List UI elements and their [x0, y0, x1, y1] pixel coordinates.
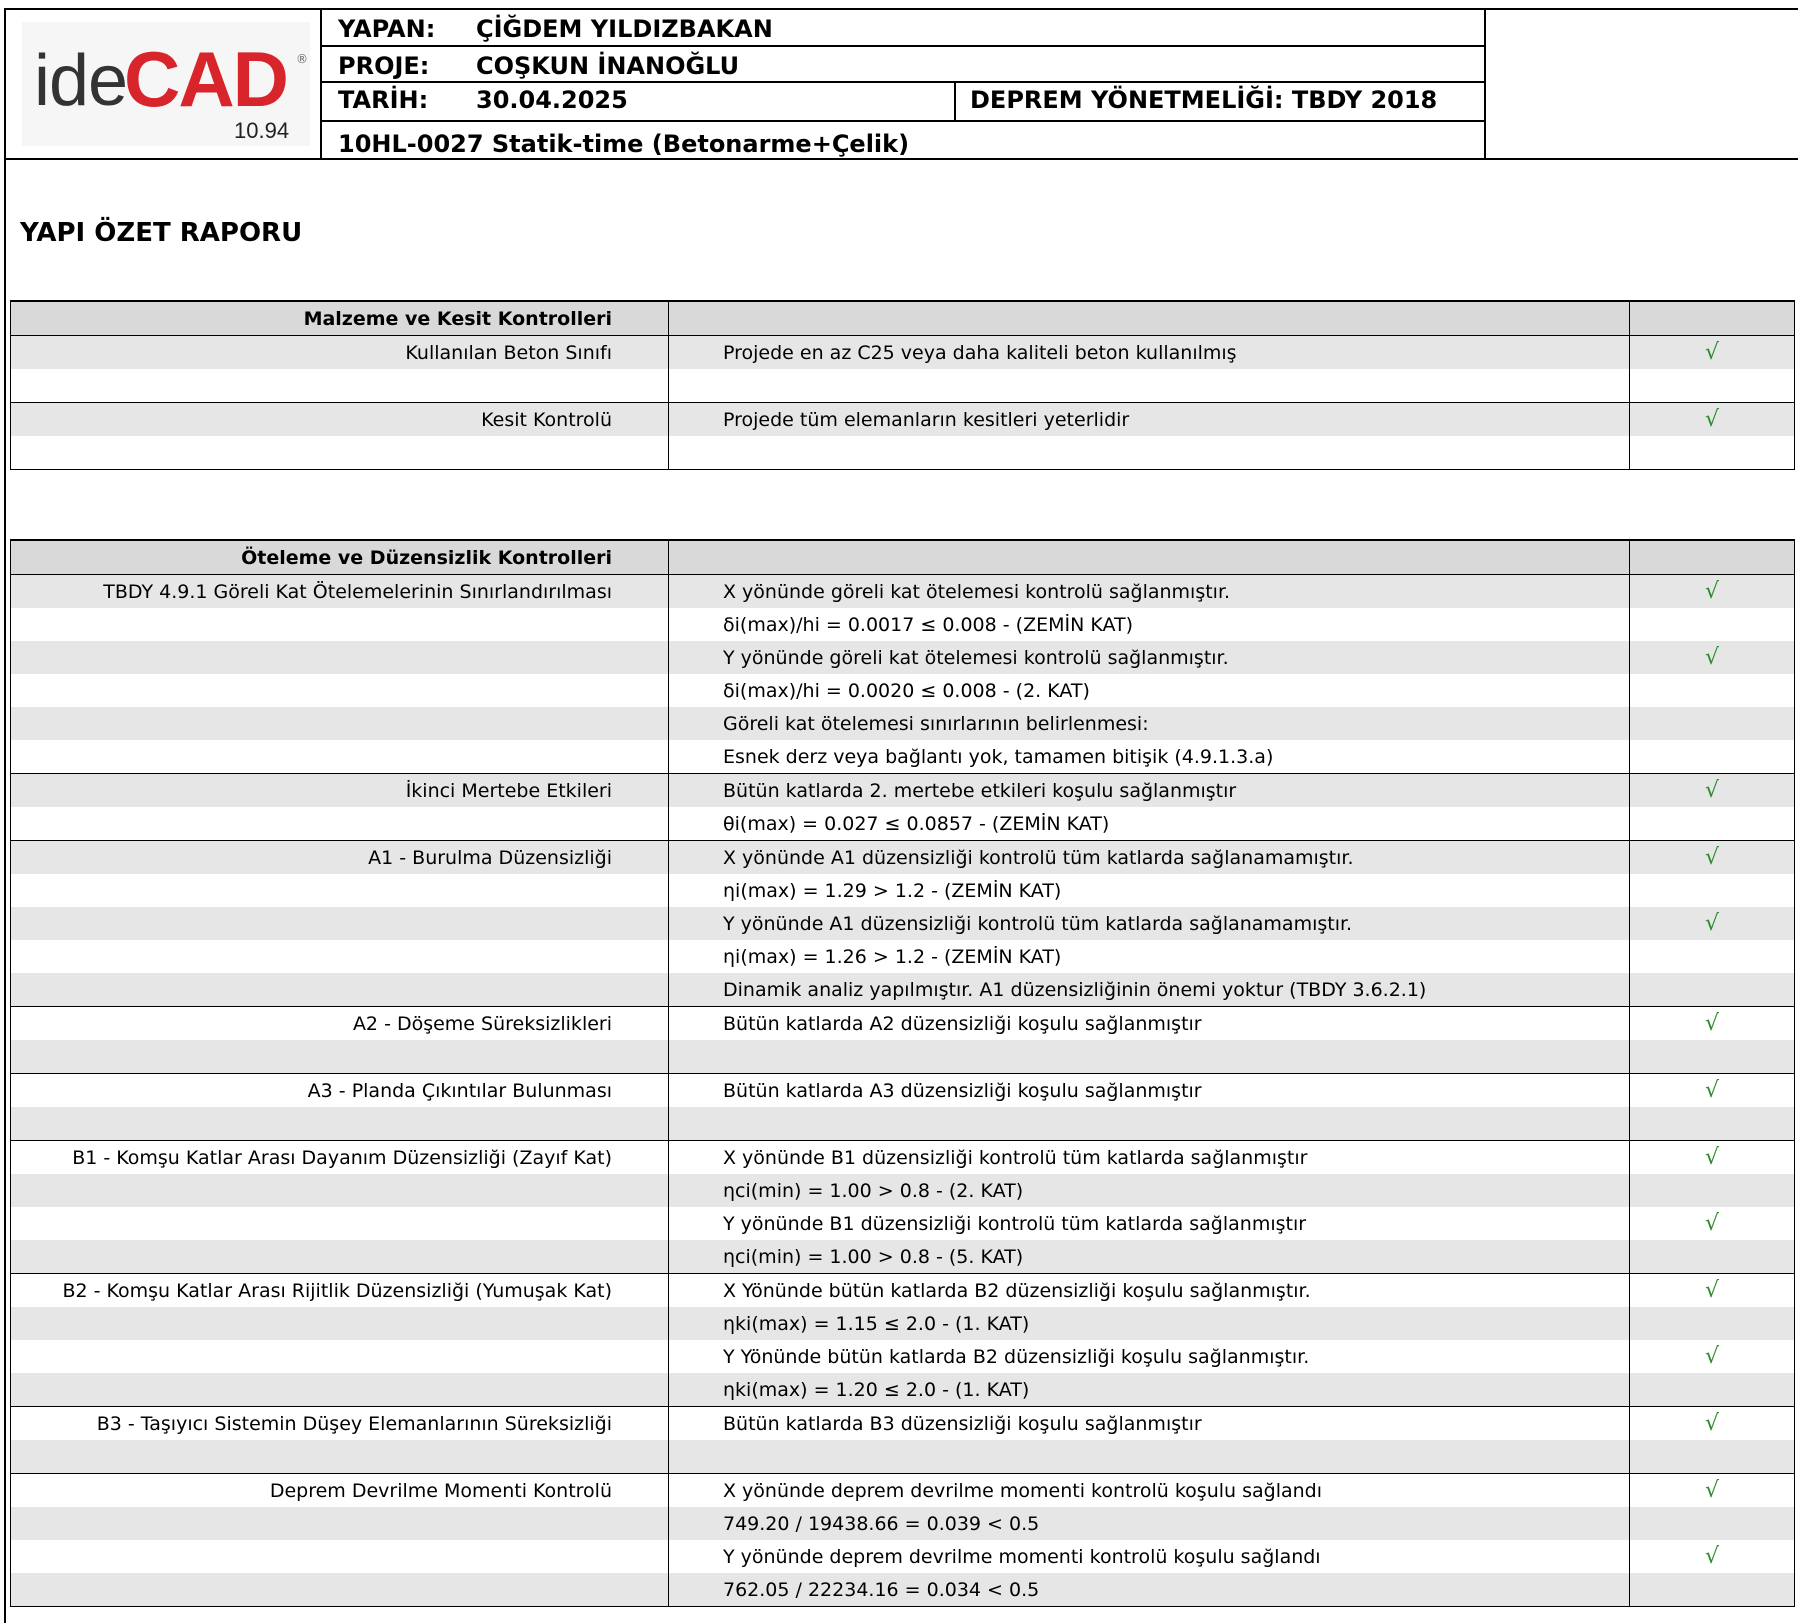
check-name: A2 - Döşeme Süreksizlikleri: [11, 1007, 669, 1041]
check-description: ηci(min) = 1.00 > 0.8 - (5. KAT): [669, 1240, 1630, 1274]
check-mark-icon: √: [1630, 1407, 1795, 1441]
divider: [322, 45, 1486, 47]
check-mark-icon: [1630, 674, 1795, 707]
table-row: [11, 907, 1795, 940]
check-mark-icon: √: [1630, 1007, 1795, 1041]
check-mark-icon: [1630, 874, 1795, 907]
section-header-row: [11, 301, 1795, 336]
table-row: [11, 940, 1795, 973]
yapan-label: YAPAN:: [338, 15, 436, 43]
check-name: [11, 608, 669, 641]
check-name: [11, 641, 669, 674]
table-row: [11, 1174, 1795, 1207]
check-description: Bütün katlarda B3 düzensizliği koşulu sağlanmıştır: [669, 1407, 1630, 1441]
project-subtitle: 10HL-0027 Statik-time (Betonarme+Çelik): [338, 130, 910, 158]
table-row: [11, 1040, 1795, 1074]
check-description: [669, 436, 1630, 470]
check-mark-icon: [1630, 1573, 1795, 1607]
check-name: [11, 907, 669, 940]
check-mark-icon: [1630, 1440, 1795, 1474]
check-name: [11, 940, 669, 973]
check-mark-icon: [1630, 1307, 1795, 1340]
table-row: [11, 807, 1795, 841]
check-mark-icon: √: [1630, 1274, 1795, 1308]
table-row: [11, 973, 1795, 1007]
check-description: Y Yönünde bütün katlarda B2 düzensizliği koşulu sağlanmıştır.: [669, 1340, 1630, 1373]
drift-irregularity-section-table: [10, 539, 1795, 1607]
check-mark-icon: [1630, 740, 1795, 774]
check-description: Esnek derz veya bağlantı yok, tamamen bitişik (4.9.1.3.a): [669, 740, 1630, 774]
check-description: δi(max)/hi = 0.0017 ≤ 0.008 - (ZEMİN KAT): [669, 608, 1630, 641]
check-description: Y yönünde B1 düzensizliği kontrolü tüm katlarda sağlanmıştır: [669, 1207, 1630, 1240]
table-row: [11, 1207, 1795, 1240]
check-description: X yönünde deprem devrilme momenti kontrolü koşulu sağlandı: [669, 1474, 1630, 1508]
check-mark-icon: √: [1630, 1540, 1795, 1573]
check-name: [11, 1207, 669, 1240]
regulation-label: DEPREM YÖNETMELİĞİ: TBDY 2018: [970, 86, 1438, 114]
table-row: [11, 740, 1795, 774]
check-mark-icon: [1630, 973, 1795, 1007]
table-row: [11, 336, 1795, 370]
check-name: B3 - Taşıyıcı Sistemin Düşey Elemanlarının Süreksizliği: [11, 1407, 669, 1441]
check-name: [11, 1340, 669, 1373]
check-description: [669, 1040, 1630, 1074]
check-name: [11, 436, 669, 470]
check-name: TBDY 4.9.1 Göreli Kat Ötelemelerinin Sınırlandırılması: [11, 575, 669, 609]
table-row: [11, 1540, 1795, 1573]
check-description: θi(max) = 0.027 ≤ 0.0857 - (ZEMİN KAT): [669, 807, 1630, 841]
tarih-value: 30.04.2025: [476, 86, 628, 114]
check-description: X yönünde A1 düzensizliği kontrolü tüm katlarda sağlanamamıştır.: [669, 841, 1630, 875]
check-description: X yönünde B1 düzensizliği kontrolü tüm katlarda sağlanmıştır: [669, 1141, 1630, 1175]
check-description: Y yönünde göreli kat ötelemesi kontrolü sağlanmıştır.: [669, 641, 1630, 674]
table-row: [11, 774, 1795, 808]
logo-text-cad: CAD: [124, 35, 287, 123]
check-description: Y yönünde A1 düzensizliği kontrolü tüm katlarda sağlanamamıştır.: [669, 907, 1630, 940]
check-name: [11, 1040, 669, 1074]
check-mark-icon: √: [1630, 1141, 1795, 1175]
check-description: ηci(min) = 1.00 > 0.8 - (2. KAT): [669, 1174, 1630, 1207]
check-description: ηi(max) = 1.29 > 1.2 - (ZEMİN KAT): [669, 874, 1630, 907]
check-name: [11, 807, 669, 841]
check-mark-icon: √: [1630, 1074, 1795, 1108]
check-name: [11, 369, 669, 403]
table-row: [11, 1274, 1795, 1308]
check-mark-icon: [1630, 1507, 1795, 1540]
check-description: Projede tüm elemanların kesitleri yeterlidir: [669, 403, 1630, 437]
logo-box: [4, 8, 322, 158]
check-name: [11, 1573, 669, 1607]
section-header-row: [11, 540, 1795, 575]
check-description: ηki(max) = 1.15 ≤ 2.0 - (1. KAT): [669, 1307, 1630, 1340]
table-row: [11, 1007, 1795, 1041]
table-row: [11, 1507, 1795, 1540]
divider: [322, 120, 1486, 122]
table-row: [11, 1107, 1795, 1141]
table-row: [11, 1240, 1795, 1274]
table-row: [11, 1307, 1795, 1340]
check-mark-icon: [1630, 608, 1795, 641]
check-name: [11, 674, 669, 707]
table-row: [11, 874, 1795, 907]
check-mark-icon: [1630, 1240, 1795, 1274]
check-description: ηi(max) = 1.26 > 1.2 - (ZEMİN KAT): [669, 940, 1630, 973]
table-row: [11, 1141, 1795, 1175]
divider: [322, 81, 1486, 83]
yapan-value: ÇİĞDEM YILDIZBAKAN: [476, 15, 773, 43]
section-header-cell: [669, 301, 1630, 336]
check-mark-icon: √: [1630, 907, 1795, 940]
check-name: [11, 1540, 669, 1573]
proje-label: PROJE:: [338, 52, 430, 80]
check-name: [11, 973, 669, 1007]
check-mark-icon: [1630, 436, 1795, 470]
section-header-cell: [1630, 301, 1795, 336]
table-row: [11, 1074, 1795, 1108]
table-row: [11, 403, 1795, 437]
report-header: [4, 8, 1798, 160]
table-row: [11, 674, 1795, 707]
check-description: X yönünde göreli kat ötelemesi kontrolü sağlanmıştır.: [669, 575, 1630, 609]
logo-registered-mark: ®: [296, 52, 308, 66]
section-title: Öteleme ve Düzensizlik Kontrolleri: [11, 540, 669, 575]
check-name: Deprem Devrilme Momenti Kontrolü: [11, 1474, 669, 1508]
check-mark-icon: √: [1630, 575, 1795, 609]
check-name: [11, 707, 669, 740]
check-description: Y yönünde deprem devrilme momenti kontrolü koşulu sağlandı: [669, 1540, 1630, 1573]
check-name: Kesit Kontrolü: [11, 403, 669, 437]
check-mark-icon: √: [1630, 641, 1795, 674]
check-mark-icon: [1630, 807, 1795, 841]
section-title: Malzeme ve Kesit Kontrolleri: [11, 301, 669, 336]
divider: [4, 158, 1798, 160]
check-description: [669, 1107, 1630, 1141]
logo-version: 10.94: [234, 118, 290, 143]
table-row: [11, 1474, 1795, 1508]
check-mark-icon: √: [1630, 1340, 1795, 1373]
section-header-cell: [669, 540, 1630, 575]
divider: [322, 8, 1486, 10]
check-name: [11, 1373, 669, 1407]
check-description: Bütün katlarda A2 düzensizliği koşulu sağlanmıştır: [669, 1007, 1630, 1041]
table-row: [11, 1340, 1795, 1373]
check-mark-icon: [1630, 369, 1795, 403]
table-row: [11, 608, 1795, 641]
check-mark-icon: √: [1630, 774, 1795, 808]
check-description: δi(max)/hi = 0.0020 ≤ 0.008 - (2. KAT): [669, 674, 1630, 707]
check-name: [11, 1240, 669, 1274]
check-name: A3 - Planda Çıkıntılar Bulunması: [11, 1074, 669, 1108]
table-row: [11, 369, 1795, 403]
idecad-logo: [22, 22, 310, 146]
check-description: Projede en az C25 veya daha kaliteli beton kullanılmış: [669, 336, 1630, 370]
check-mark-icon: [1630, 1040, 1795, 1074]
table-row: [11, 841, 1795, 875]
check-name: [11, 1440, 669, 1474]
table-row: [11, 641, 1795, 674]
divider: [1484, 8, 1486, 160]
check-mark-icon: √: [1630, 1207, 1795, 1240]
check-description: Bütün katlarda A3 düzensizliği koşulu sağlanmıştır: [669, 1074, 1630, 1108]
check-name: [11, 740, 669, 774]
check-name: [11, 874, 669, 907]
check-mark-icon: [1630, 1174, 1795, 1207]
check-name: İkinci Mertebe Etkileri: [11, 774, 669, 808]
check-mark-icon: √: [1630, 1474, 1795, 1508]
check-mark-icon: [1630, 1373, 1795, 1407]
check-description: [669, 369, 1630, 403]
check-description: [669, 1440, 1630, 1474]
logo-text-ide: ide: [34, 41, 128, 121]
check-name: Kullanılan Beton Sınıfı: [11, 336, 669, 370]
check-description: Dinamik analiz yapılmıştır. A1 düzensizliğinin önemi yoktur (TBDY 3.6.2.1): [669, 973, 1630, 1007]
table-row: [11, 707, 1795, 740]
proje-value: COŞKUN İNANOĞLU: [476, 52, 740, 80]
table-row: [11, 575, 1795, 609]
table-row: [11, 1407, 1795, 1441]
section-header-cell: [1630, 540, 1795, 575]
check-name: [11, 1507, 669, 1540]
table-row: [11, 1573, 1795, 1607]
material-section-table: [10, 300, 1795, 470]
check-name: [11, 1174, 669, 1207]
page-title: YAPI ÖZET RAPORU: [20, 218, 303, 248]
check-description: 749.20 / 19438.66 = 0.039 < 0.5: [669, 1507, 1630, 1540]
check-mark-icon: √: [1630, 403, 1795, 437]
check-description: Göreli kat ötelemesi sınırlarının belirlenmesi:: [669, 707, 1630, 740]
divider: [954, 81, 956, 121]
check-name: A1 - Burulma Düzensizliği: [11, 841, 669, 875]
check-mark-icon: √: [1630, 841, 1795, 875]
check-mark-icon: [1630, 707, 1795, 740]
check-name: B1 - Komşu Katlar Arası Dayanım Düzensizliği (Zayıf Kat): [11, 1141, 669, 1175]
check-mark-icon: √: [1630, 336, 1795, 370]
check-description: ηki(max) = 1.20 ≤ 2.0 - (1. KAT): [669, 1373, 1630, 1407]
check-description: X Yönünde bütün katlarda B2 düzensizliği koşulu sağlanmıştır.: [669, 1274, 1630, 1308]
check-mark-icon: [1630, 1107, 1795, 1141]
check-description: Bütün katlarda 2. mertebe etkileri koşulu sağlanmıştır: [669, 774, 1630, 808]
check-mark-icon: [1630, 940, 1795, 973]
check-name: [11, 1307, 669, 1340]
check-name: [11, 1107, 669, 1141]
tarih-label: TARİH:: [338, 86, 429, 114]
check-description: 762.05 / 22234.16 = 0.034 < 0.5: [669, 1573, 1630, 1607]
table-row: [11, 436, 1795, 470]
table-row: [11, 1440, 1795, 1474]
table-row: [11, 1373, 1795, 1407]
check-name: B2 - Komşu Katlar Arası Rijitlik Düzensizliği (Yumuşak Kat): [11, 1274, 669, 1308]
